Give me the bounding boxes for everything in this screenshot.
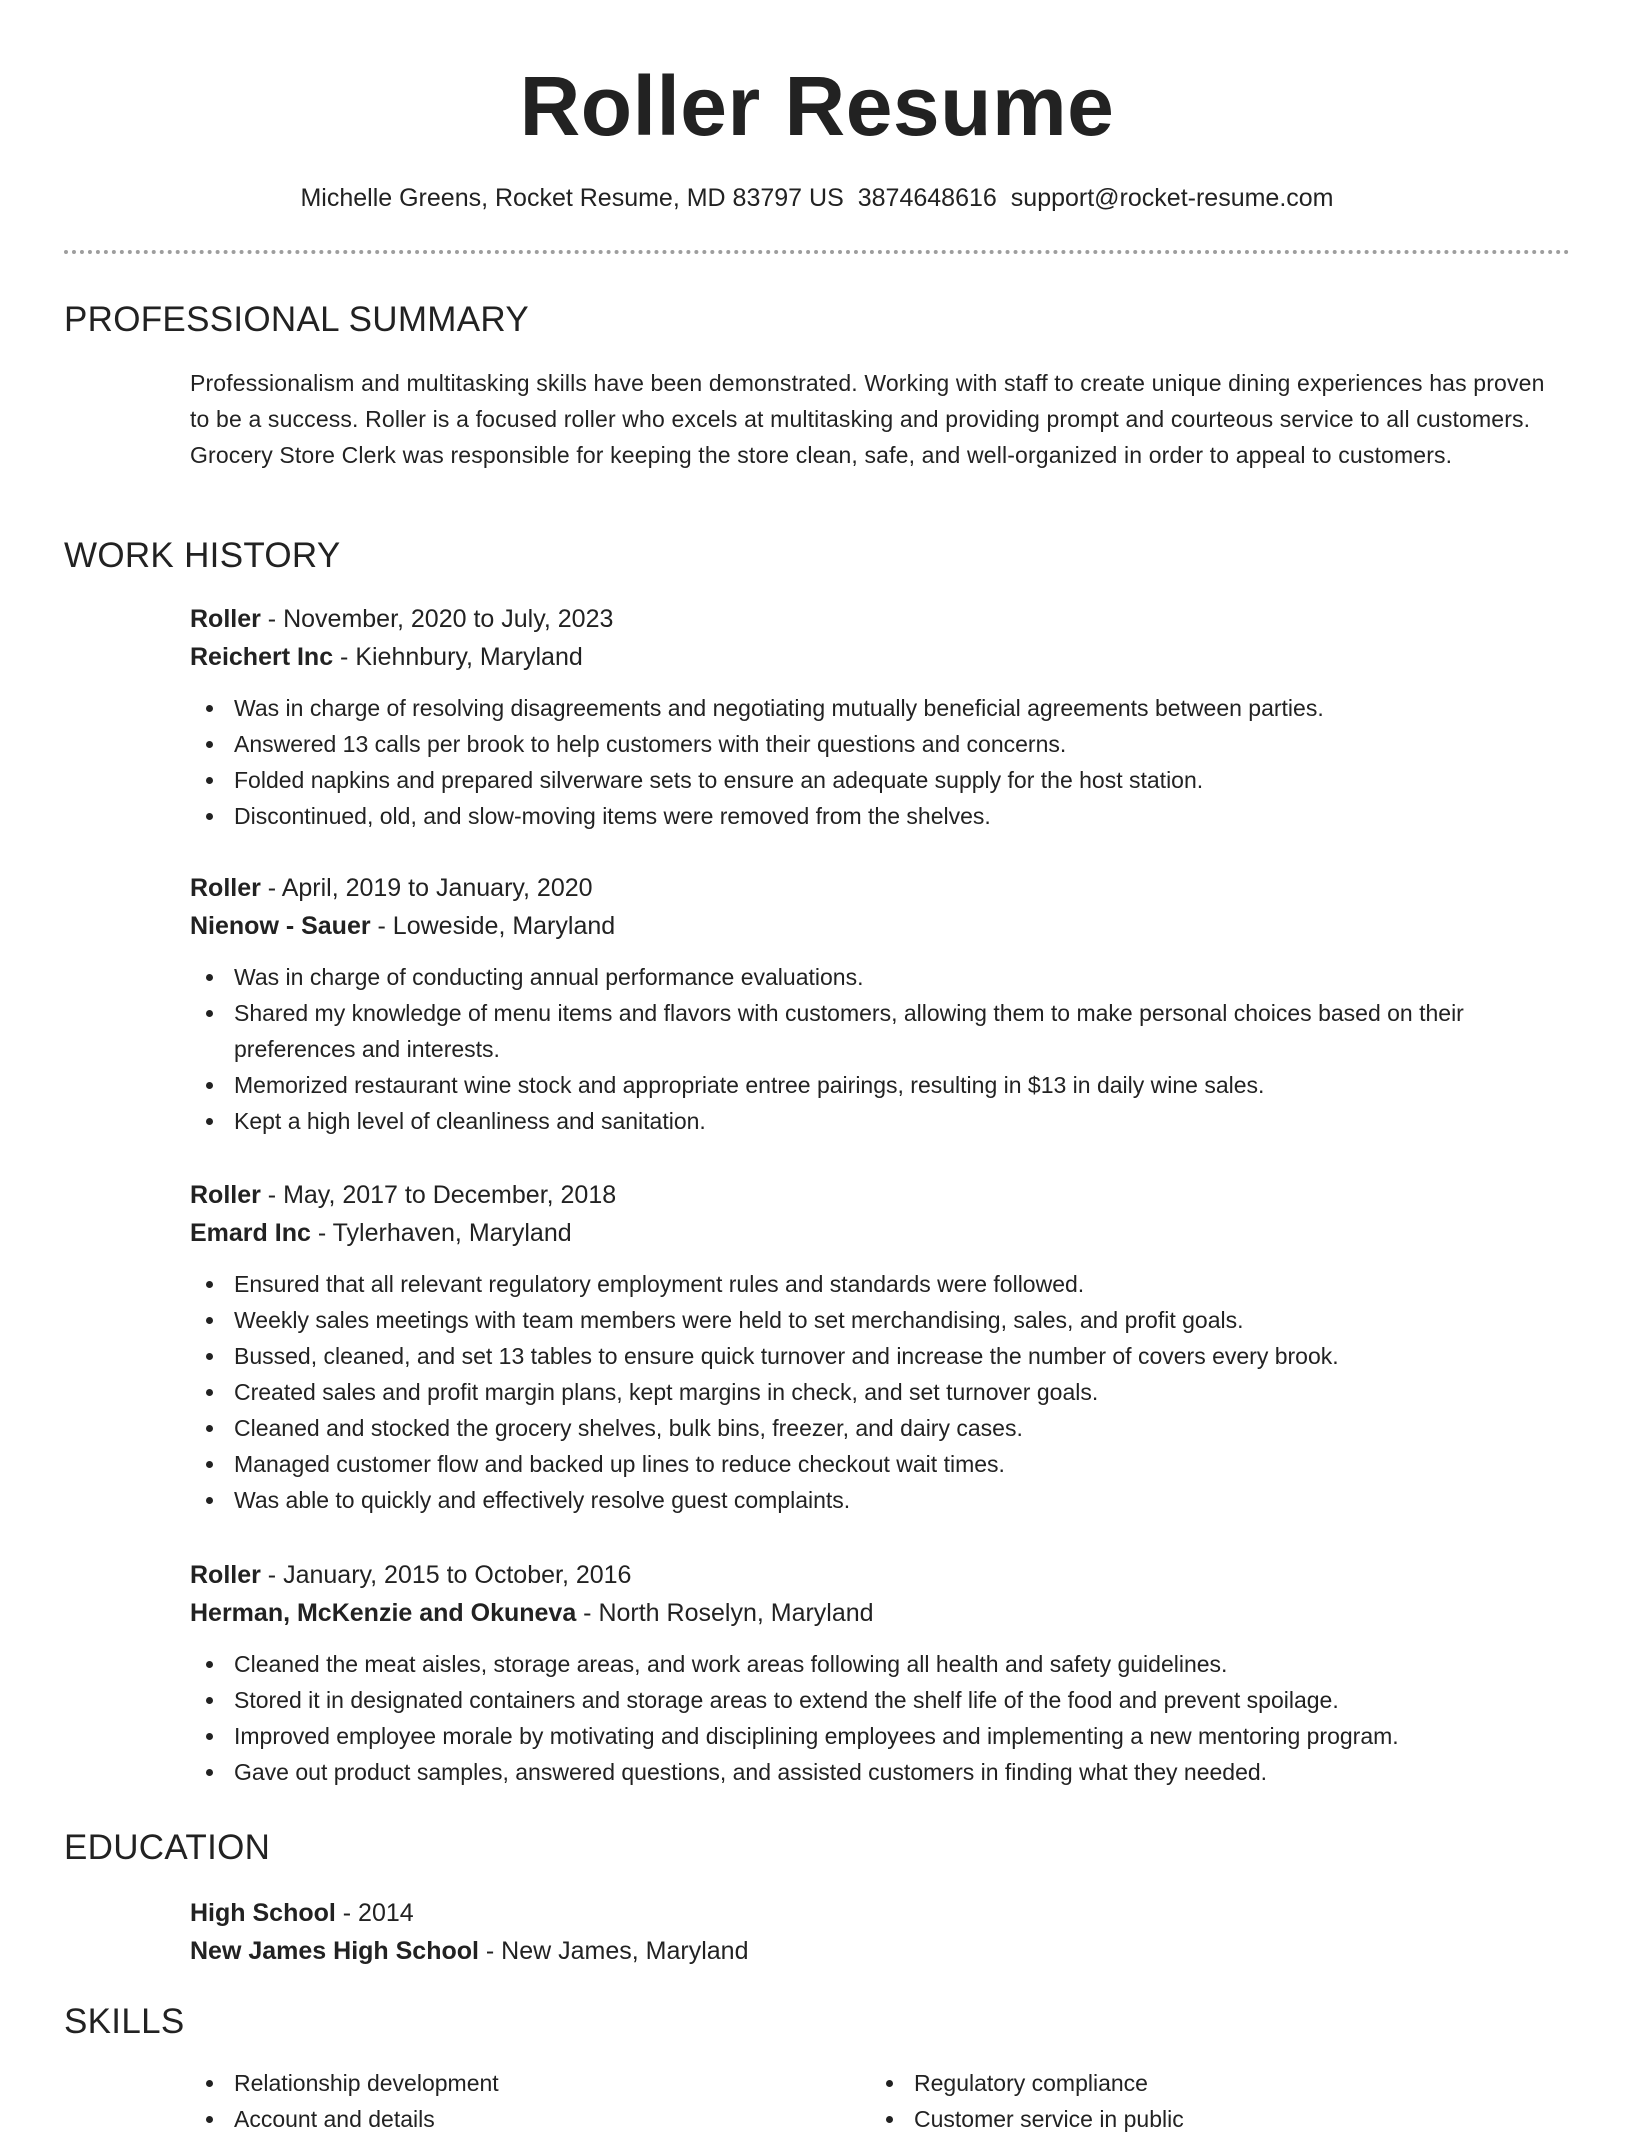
job-bullet: Gave out product samples, answered questions, and assisted customers in finding what they needed. bbox=[190, 1754, 1570, 1790]
education-degree: High School bbox=[190, 1899, 336, 1927]
contact-phone: 3874648616 bbox=[857, 184, 997, 212]
job-bullet: Managed customer flow and backed up lines to reduce checkout wait times. bbox=[190, 1446, 1570, 1482]
header-divider bbox=[64, 250, 1570, 254]
skills-column-left bbox=[190, 2065, 870, 2137]
job-title-line bbox=[190, 869, 1570, 907]
contact-email: support@rocket-resume.com bbox=[1010, 184, 1334, 212]
job-bullet: Was able to quickly and effectively resolve guest complaints. bbox=[190, 1482, 1570, 1518]
job-bullet: Memorized restaurant wine stock and appropriate entree pairings, resulting in $13 in daily wine sales. bbox=[190, 1067, 1570, 1103]
job-bullet: Weekly sales meetings with team members were held to set merchandising, sales, and profit goals. bbox=[190, 1302, 1570, 1338]
job-bullet: Was in charge of conducting annual performance evaluations. bbox=[190, 959, 1570, 995]
skill-item: Regulatory compliance bbox=[870, 2065, 1550, 2101]
job-company: Herman, McKenzie and Okuneva bbox=[190, 1599, 577, 1627]
job-role: Roller bbox=[190, 1561, 261, 1589]
job-company-line bbox=[190, 638, 1570, 676]
contact-line bbox=[64, 182, 1570, 214]
work-history-heading: WORK HISTORY bbox=[64, 536, 341, 575]
job-bullet: Folded napkins and prepared silverware sets to ensure an adequate supply for the host station. bbox=[190, 762, 1570, 798]
job-title-line bbox=[190, 600, 1570, 638]
job-bullet: Discontinued, old, and slow-moving items were removed from the shelves. bbox=[190, 798, 1570, 834]
job-bullet: Improved employee morale by motivating and disciplining employees and implementing a new mentoring program. bbox=[190, 1718, 1570, 1754]
job-bullet: Was in charge of resolving disagreements and negotiating mutually beneficial agreements between parties. bbox=[190, 690, 1570, 726]
job-bullet: Cleaned and stocked the grocery shelves, bulk bins, freezer, and dairy cases. bbox=[190, 1410, 1570, 1446]
job-role: Roller bbox=[190, 1181, 261, 1209]
job-title-line bbox=[190, 1556, 1570, 1594]
education-location: - New James, Maryland bbox=[478, 1937, 749, 1965]
resume-title: Roller Resume bbox=[519, 59, 1115, 153]
education-entry bbox=[190, 1894, 1570, 1970]
education-school-line bbox=[190, 1932, 1570, 1970]
job-bullet: Bussed, cleaned, and set 13 tables to ensure quick turnover and increase the number of covers every brook. bbox=[190, 1338, 1570, 1374]
job-entry bbox=[190, 869, 1570, 1139]
job-company: Reichert Inc bbox=[190, 643, 334, 671]
job-bullets bbox=[190, 1266, 1570, 1518]
job-location: - Kiehnbury, Maryland bbox=[333, 643, 583, 671]
job-bullet: Created sales and profit margin plans, kept margins in check, and set turnover goals. bbox=[190, 1374, 1570, 1410]
skill-item: Account and details bbox=[190, 2101, 870, 2137]
job-location: - Loweside, Maryland bbox=[370, 912, 616, 940]
contact-address: Michelle Greens, Rocket Resume, MD 83797 US bbox=[300, 184, 844, 212]
job-bullet: Cleaned the meat aisles, storage areas, and work areas following all health and safety guidelines. bbox=[190, 1646, 1570, 1682]
job-bullet: Answered 13 calls per brook to help customers with their questions and concerns. bbox=[190, 726, 1570, 762]
skills-heading: SKILLS bbox=[64, 2002, 185, 2041]
job-company-line bbox=[190, 1214, 1570, 1252]
job-company: Emard Inc bbox=[190, 1219, 311, 1247]
job-dates: - April, 2019 to January, 2020 bbox=[260, 874, 593, 902]
skill-item: Customer service in public bbox=[870, 2101, 1550, 2137]
job-role: Roller bbox=[190, 874, 261, 902]
job-bullets bbox=[190, 959, 1570, 1139]
job-location: - North Roselyn, Maryland bbox=[576, 1599, 874, 1627]
summary-heading: PROFESSIONAL SUMMARY bbox=[64, 300, 529, 339]
job-dates: - January, 2015 to October, 2016 bbox=[260, 1561, 632, 1589]
job-bullet: Stored it in designated containers and storage areas to extend the shelf life of the food and prevent spoilage. bbox=[190, 1682, 1570, 1718]
education-school: New James High School bbox=[190, 1937, 479, 1965]
summary-text: Professionalism and multitasking skills have been demonstrated. Working with staff to create unique dining experiences has proven to be a success. Roller is a focused roller who excels at multitasking and providing prompt and courteous service to all customers. Grocery Store Clerk was responsible for keeping the store clean, safe, and well-organized in order to appeal to customers. bbox=[190, 370, 1545, 468]
job-title-line bbox=[190, 1176, 1570, 1214]
job-role: Roller bbox=[190, 605, 261, 633]
job-bullets bbox=[190, 1646, 1570, 1790]
job-entry bbox=[190, 1556, 1570, 1790]
skills-list bbox=[190, 2065, 1570, 2137]
job-dates: - May, 2017 to December, 2018 bbox=[260, 1181, 617, 1209]
job-bullet: Shared my knowledge of menu items and flavors with customers, allowing them to make personal choices based on their preferences and interests. bbox=[190, 995, 1570, 1067]
job-bullet: Kept a high level of cleanliness and sanitation. bbox=[190, 1103, 1570, 1139]
job-entry bbox=[190, 1176, 1570, 1518]
job-bullet: Ensured that all relevant regulatory employment rules and standards were followed. bbox=[190, 1266, 1570, 1302]
skills-column-right bbox=[870, 2065, 1550, 2137]
job-company-line bbox=[190, 907, 1570, 945]
skill-item: Relationship development bbox=[190, 2065, 870, 2101]
job-dates: - November, 2020 to July, 2023 bbox=[260, 605, 614, 633]
job-company: Nienow - Sauer bbox=[190, 912, 371, 940]
job-location: - Tylerhaven, Maryland bbox=[310, 1219, 572, 1247]
education-degree-line bbox=[190, 1894, 1570, 1932]
education-heading: EDUCATION bbox=[64, 1828, 271, 1867]
education-year: - 2014 bbox=[335, 1899, 414, 1927]
job-company-line bbox=[190, 1594, 1570, 1632]
job-bullets bbox=[190, 690, 1570, 834]
job-entry bbox=[190, 600, 1570, 834]
